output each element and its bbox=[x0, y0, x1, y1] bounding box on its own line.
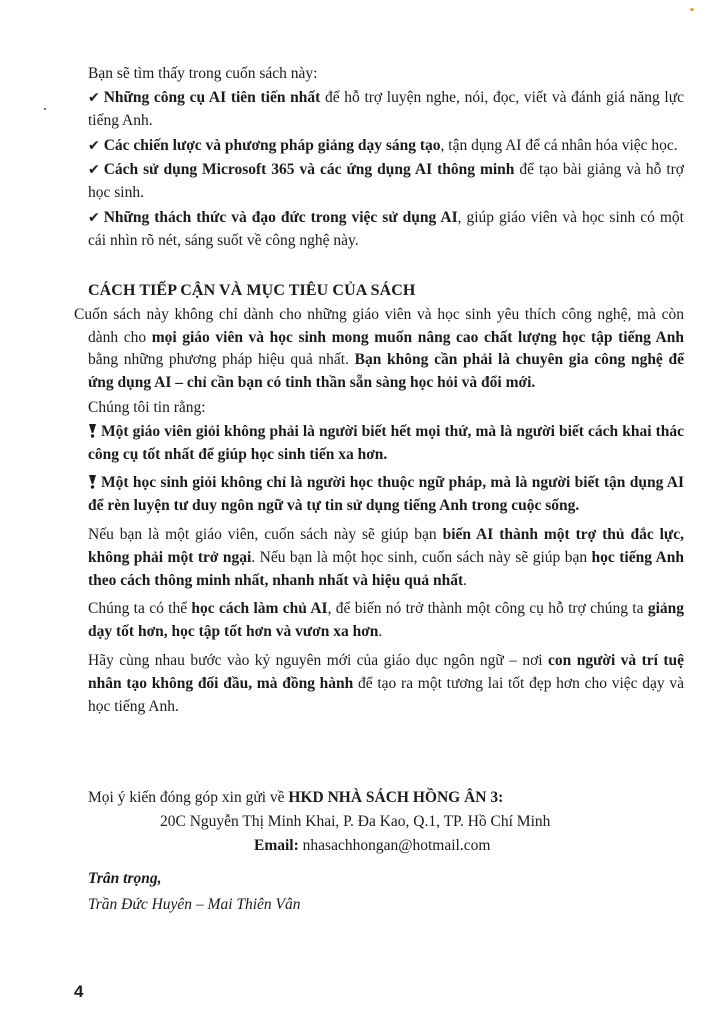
belief-intro: Chúng tôi tin rằng: bbox=[88, 398, 206, 416]
intro-section bbox=[88, 63, 684, 86]
authors: Trần Đức Huyên – Mai Thiên Vân bbox=[88, 896, 301, 913]
scan-speck bbox=[690, 8, 694, 11]
approach-section bbox=[74, 280, 684, 718]
contact-line: Mọi ý kiến đóng góp xin gửi về HKD NHÀ SÁCH HỒNG ÂN 3: bbox=[88, 789, 504, 806]
email-address: nhasachhongan@hotmail.com bbox=[298, 837, 491, 854]
signoff-block bbox=[88, 866, 301, 918]
check-mark-icon: ✔ bbox=[88, 137, 100, 154]
check-mark-icon: ✔ bbox=[88, 209, 100, 226]
closing: Trân trọng, bbox=[88, 870, 162, 887]
intro-line: Bạn sẽ tìm thấy trong cuốn sách này: bbox=[88, 65, 318, 82]
feature-item: ✔ Các chiến lược và phương pháp giảng dạy sáng tạo, tận dụng AI để cá nhân hóa việc học. bbox=[88, 136, 678, 154]
teacher-student-paragraph: Nếu bạn là một giáo viên, cuốn sách này sẽ giúp bạn biến AI thành một trợ thủ đắc lực, không phải một trở ngại. Nếu bạn là một học sinh, cuốn sách này sẽ giúp bạn học tiếng Anh theo cách thông minh nhất, nhanh nhất và hiệu quả nhất. bbox=[88, 525, 684, 589]
contact-block bbox=[88, 786, 688, 858]
contact-email-line: Email: nhasachhongan@hotmail.com bbox=[254, 837, 491, 854]
feature-item: ✔ Cách sử dụng Microsoft 365 và các ứng dụng AI thông minh để tạo bài giảng và hỗ trợ học sinh. bbox=[88, 161, 684, 202]
future-paragraph: Hãy cùng nhau bước vào kỷ nguyên mới của giáo dục ngôn ngữ – nơi con người và trí tuệ nhân tạo không đối đầu, mà đồng hành để tạo ra một tương lai tốt đẹp hơn cho việc dạy và học tiếng Anh. bbox=[88, 651, 684, 715]
approach-paragraph: Cuốn sách này không chỉ dành cho những giáo viên và học sinh yêu thích công nghệ, mà còn dành cho mọi giáo viên và học sinh mong muốn nâng cao chất lượng học tập tiếng Anh bằng những phương pháp hiệu quả nhất. Bạn không cần phải là chuyên gia công nghệ để ứng dụng AI – chỉ cần bạn có tinh thần sẵn sàng học hỏi và đổi mới. bbox=[74, 305, 684, 392]
scan-speck bbox=[44, 108, 46, 110]
feature-list bbox=[88, 87, 684, 253]
feature-item: ✔ Những thách thức và đạo đức trong việc sử dụng AI, giúp giáo viên và học sinh có một cái nhìn rõ nét, sáng suốt về công nghệ này. bbox=[88, 208, 684, 249]
check-mark-icon: ✔ bbox=[88, 162, 100, 179]
section-heading: CÁCH TIẾP CẬN VÀ MỤC TIÊU CỦA SÁCH bbox=[88, 282, 416, 299]
contact-address: 20C Nguyễn Thị Minh Khai, P. Đa Kao, Q.1, TP. Hồ Chí Minh bbox=[160, 813, 551, 830]
feature-item: ✔ Những công cụ AI tiên tiến nhất để hỗ trợ luyện nghe, nói, đọc, viết và đánh giá năng lực tiếng Anh. bbox=[88, 89, 684, 129]
master-ai-paragraph: Chúng ta có thể học cách làm chủ AI, để biến nó trở thành một công cụ hỗ trợ chúng ta giảng dạy tốt hơn, học tập tốt hơn và vươn xa hơn. bbox=[88, 600, 684, 641]
belief-item: Một học sinh giỏi không chỉ là người học thuộc ngữ pháp, mà là người biết tận dụng AI để rèn luyện tư duy ngôn ngữ và tự tin sử dụng tiếng Anh trong cuộc sống. bbox=[88, 474, 684, 515]
page-number: 4 bbox=[74, 982, 84, 1001]
check-mark-icon: ✔ bbox=[88, 90, 100, 106]
exclamation-pin-icon bbox=[88, 423, 97, 438]
belief-item: Một giáo viên giỏi không phải là người biết hết mọi thứ, mà là người biết cách khai thác công cụ tốt nhất để giúp học sinh tiến xa hơn. bbox=[88, 422, 684, 463]
exclamation-pin-icon bbox=[88, 474, 97, 489]
